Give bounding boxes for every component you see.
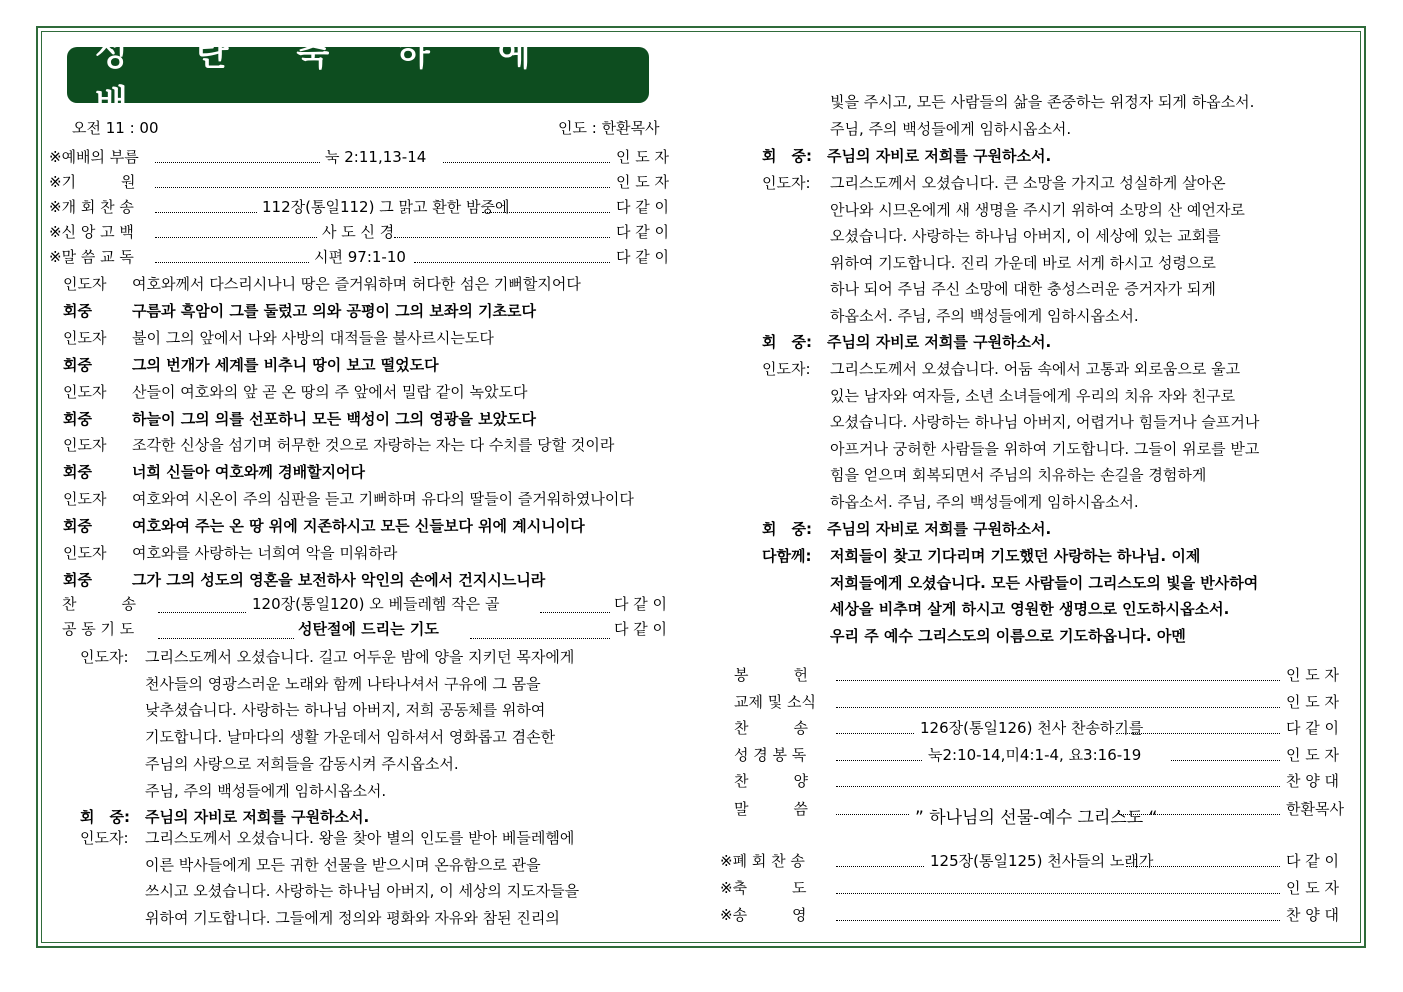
prayer-line: 주님의 사랑으로 저희들을 감동시켜 주시옵소서. bbox=[145, 754, 459, 773]
order-item-label: ※예배의 부름 bbox=[49, 148, 139, 166]
leader-dots bbox=[443, 162, 610, 163]
order-item-who: 인 도 자 bbox=[1286, 666, 1340, 684]
reading-who: 회중 bbox=[63, 570, 92, 589]
prayer-head-item: 공 동 기 도 bbox=[62, 620, 135, 638]
leader-dots bbox=[1126, 866, 1280, 867]
reading-who: 회중 bbox=[63, 463, 92, 482]
order-item-label: 봉 헌 bbox=[734, 666, 808, 684]
response-line: 주님의 자비로 저희를 구원하소서. bbox=[827, 333, 1052, 351]
prayer-line: 저희들이 찾고 기다리며 기도했던 사랑하는 하나님. 이제 bbox=[830, 547, 1201, 565]
prayer-who: 인도자: bbox=[80, 648, 129, 666]
leader-dots bbox=[482, 212, 610, 213]
prayer-line: 이른 박사들에게 모든 귀한 선물을 받으시며 온유함으로 관을 bbox=[145, 855, 541, 874]
leader-dots bbox=[155, 237, 317, 238]
order-item-label: ※개 회 찬 송 bbox=[49, 198, 134, 216]
leader-dots bbox=[1119, 814, 1280, 815]
order-item-label: ※송 영 bbox=[720, 906, 807, 924]
service-leader: 인도 : 한환목사 bbox=[558, 119, 660, 137]
prayer-head-desc: 성탄절에 드리는 기도 bbox=[298, 620, 439, 638]
prayer-line: 그리스도께서 오셨습니다. 큰 소망을 가지고 성실하게 살아온 bbox=[830, 174, 1226, 192]
reading-line: 조각한 신상을 섬기며 허무한 것으로 자랑하는 자는 다 수치를 당할 것이라 bbox=[132, 436, 615, 455]
prayer-line: 하옵소서. 주님, 주의 백성들에게 임하시옵소서. bbox=[830, 493, 1139, 511]
prayer-line: 안나와 시므온에게 새 생명을 주시기 위하여 소망의 산 예언자로 bbox=[830, 200, 1245, 219]
reading-line: 그가 그의 성도의 영혼을 보전하사 악인의 손에서 건지시느니라 bbox=[132, 570, 546, 589]
service-title-banner: 성 탄 축 하 예 배 bbox=[67, 47, 649, 103]
prayer-line: 힘을 얻으며 회복되면서 주님의 치유하는 손길을 경험하게 bbox=[830, 466, 1207, 485]
prayer-line: 기도합니다. 날마다의 생활 가운데서 임하셔서 영화롭고 겸손한 bbox=[145, 728, 556, 747]
leader-dots bbox=[158, 612, 246, 613]
prayer-line: 오셨습니다. 사랑하는 하나님 아버지, 어렵거나 힘들거나 슬프거나 bbox=[830, 413, 1260, 432]
leader-dots bbox=[394, 237, 610, 238]
leader-dots bbox=[836, 920, 1280, 921]
hymn-left-item: 찬 송 bbox=[62, 595, 136, 613]
prayer-line: 있는 남자와 여자들, 소년 소녀들에게 우리의 치유 자와 친구로 bbox=[830, 386, 1236, 405]
prayer-who: 인도자: bbox=[762, 174, 811, 192]
reading-who: 인도자 bbox=[63, 382, 107, 401]
leader-dots bbox=[836, 866, 924, 867]
prayer-who: 인도자: bbox=[80, 829, 129, 847]
reading-line: 하늘이 그의 의를 선포하니 모든 백성이 그의 영광을 보았도다 bbox=[132, 409, 537, 428]
response-who: 회 중: bbox=[762, 520, 812, 538]
prayer-line: 세상을 비추며 살게 하시고 영원한 생명으로 인도하시옵소서. bbox=[830, 600, 1230, 619]
prayer-line: 아프거나 궁허한 사람들을 위하여 기도합니다. 그들이 위로를 받고 bbox=[830, 439, 1260, 458]
order-item-label: ※폐 회 찬 송 bbox=[720, 852, 805, 870]
leader-dots bbox=[836, 733, 914, 734]
order-item-who: 인 도 자 bbox=[1286, 746, 1340, 764]
leader-dots bbox=[540, 612, 610, 613]
prayer-who: 다함께: bbox=[762, 547, 812, 565]
leader-dots bbox=[155, 162, 320, 163]
reading-line: 불이 그의 앞에서 나와 사방의 대적들을 불사르시는도다 bbox=[132, 328, 494, 347]
prayer-line: 주님, 주의 백성들에게 임하시옵소서. bbox=[830, 120, 1072, 138]
prayer-line: 우리 주 예수 그리스도의 이름으로 기도하옵니다. 아멘 bbox=[830, 626, 1186, 645]
order-item-desc: 사 도 신 경 bbox=[322, 223, 395, 241]
leader-dots bbox=[836, 760, 922, 761]
prayer-line: 낮추셨습니다. 사랑하는 하나님 아버지, 저희 공동체를 위하여 bbox=[145, 701, 546, 720]
leader-dots bbox=[836, 707, 1280, 708]
reading-who: 인도자 bbox=[63, 328, 107, 347]
order-item-label: ※말 씀 교 독 bbox=[49, 248, 134, 266]
reading-line: 여호와여 시온이 주의 심판을 듣고 기뻐하며 유다의 딸들이 즐거워하였나이다 bbox=[132, 490, 634, 509]
reading-who: 인도자 bbox=[63, 490, 107, 509]
prayer-line: 그리스도께서 오셨습니다. 길고 어두운 밤에 양을 지키던 목자에게 bbox=[145, 648, 575, 666]
order-item-label: 성 경 봉 독 bbox=[734, 746, 807, 764]
leader-dots bbox=[155, 262, 309, 263]
order-item-who: 찬 양 대 bbox=[1286, 906, 1340, 924]
leader-dots bbox=[155, 187, 610, 188]
order-item-who: 다 같 이 bbox=[616, 248, 670, 266]
order-item-desc: 126장(통일126) 천사 찬송하기를 bbox=[920, 719, 1144, 737]
hymn-left-desc: 120장(통일120) 오 베들레헴 작은 골 bbox=[252, 595, 500, 613]
reading-who: 회중 bbox=[63, 301, 92, 320]
reading-line: 그의 번개가 세계를 비추니 땅이 보고 떨었도다 bbox=[132, 355, 439, 374]
order-item-who: 인 도 자 bbox=[1286, 693, 1340, 711]
order-item-desc: 눅2:10-14,미4:1-4, 요3:16-19 bbox=[928, 746, 1142, 764]
response-line: 주님의 자비로 저희를 구원하소서. bbox=[145, 808, 370, 826]
prayer-line: 그리스도께서 오셨습니다. 왕을 찾아 별의 인도를 받아 베들레헴에 bbox=[145, 829, 575, 847]
response-who: 회 중: bbox=[80, 808, 130, 826]
order-item-desc: ” 하나님의 선물-예수 그리스도 “ bbox=[915, 808, 1158, 828]
order-item-who: 다 같 이 bbox=[616, 198, 670, 216]
service-time: 오전 11 : 00 bbox=[72, 119, 159, 137]
order-item-who: 다 같 이 bbox=[1286, 719, 1340, 737]
reading-who: 인도자 bbox=[63, 544, 107, 562]
prayer-head-who: 다 같 이 bbox=[614, 620, 668, 638]
prayer-line: 오셨습니다. 사랑하는 하나님 아버지, 이 세상에 있는 교회를 bbox=[830, 227, 1221, 246]
hymn-left-who: 다 같 이 bbox=[614, 595, 668, 613]
order-item-label: ※신 앙 고 백 bbox=[49, 223, 134, 241]
order-item-label: 찬 양 bbox=[734, 772, 808, 790]
reading-line: 너희 신들아 여호와께 경배할지어다 bbox=[132, 463, 366, 482]
reading-who: 회중 bbox=[63, 409, 92, 428]
order-item-who: 다 같 이 bbox=[1286, 852, 1340, 870]
response-line: 주님의 자비로 저희를 구원하소서. bbox=[827, 147, 1052, 165]
leader-dots bbox=[1171, 760, 1281, 761]
reading-line: 여호와께서 다스리시나니 땅은 즐거워하며 허다한 섬은 기뻐할지어다 bbox=[132, 275, 581, 293]
order-item-who: 인 도 자 bbox=[616, 148, 670, 166]
prayer-line: 쓰시고 오셨습니다. 사랑하는 하나님 아버지, 이 세상의 지도자들을 bbox=[145, 882, 580, 901]
order-item-who: 인 도 자 bbox=[616, 173, 670, 191]
leader-dots bbox=[836, 680, 1280, 681]
order-item-desc: 눅 2:11,13-14 bbox=[325, 148, 427, 166]
order-item-label: ※기 원 bbox=[49, 173, 136, 191]
leader-dots bbox=[1116, 733, 1280, 734]
prayer-line: 하나 되어 주님 주신 소망에 대한 충성스러운 증거자가 되게 bbox=[830, 280, 1216, 299]
order-item-desc: 시편 97:1-10 bbox=[314, 248, 406, 266]
prayer-line: 그리스도께서 오셨습니다. 어둠 속에서 고통과 외로움으로 울고 bbox=[830, 360, 1241, 378]
prayer-line: 위하여 기도합니다. 그들에게 정의와 평화와 자유와 참된 진리의 bbox=[145, 909, 560, 928]
order-item-label: 찬 송 bbox=[734, 719, 808, 737]
prayer-line: 하옵소서. 주님, 주의 백성들에게 임하시옵소서. bbox=[830, 307, 1139, 325]
leader-dots bbox=[155, 212, 257, 213]
order-item-label: 말 씀 bbox=[734, 800, 808, 818]
prayer-line: 빛을 주시고, 모든 사람들의 삶을 존중하는 위정자 되게 하옵소서. bbox=[830, 93, 1255, 111]
reading-who: 회중 bbox=[63, 355, 92, 374]
order-item-label: ※축 도 bbox=[720, 879, 807, 897]
order-item-desc: 112장(통일112) 그 맑고 환한 밤중에 bbox=[262, 198, 510, 216]
response-who: 회 중: bbox=[762, 333, 812, 351]
reading-line: 여호와를 사랑하는 너희여 악을 미워하라 bbox=[132, 544, 398, 562]
reading-who: 인도자 bbox=[63, 275, 107, 293]
prayer-who: 인도자: bbox=[762, 360, 811, 378]
leader-dots bbox=[414, 262, 610, 263]
order-item-desc: 125장(통일125) 천사들의 노래가 bbox=[930, 852, 1154, 870]
order-item-who: 인 도 자 bbox=[1286, 879, 1340, 897]
reading-line: 여호와여 주는 온 땅 위에 지존하시고 모든 신들보다 위에 계시니이다 bbox=[132, 517, 585, 536]
reading-line: 구름과 흑암이 그를 둘렀고 의와 공평이 그의 보좌의 기초로다 bbox=[132, 301, 537, 320]
prayer-line: 천사들의 영광스러운 노래와 함께 나타나셔서 구유에 그 몸을 bbox=[145, 674, 541, 693]
reading-line: 산들이 여호와의 앞 곧 온 땅의 주 앞에서 밀랍 같이 녹았도다 bbox=[132, 382, 528, 401]
leader-dots bbox=[836, 893, 1280, 894]
leader-dots bbox=[836, 814, 909, 815]
leader-dots bbox=[158, 638, 294, 639]
response-line: 주님의 자비로 저희를 구원하소서. bbox=[827, 520, 1052, 538]
response-who: 회 중: bbox=[762, 147, 812, 165]
prayer-line: 위하여 기도합니다. 진리 가운데 바로 서게 하시고 성령으로 bbox=[830, 253, 1216, 272]
order-item-who: 다 같 이 bbox=[616, 223, 670, 241]
prayer-line: 주님, 주의 백성들에게 임하시옵소서. bbox=[145, 781, 387, 800]
reading-who: 회중 bbox=[63, 517, 92, 536]
leader-dots bbox=[836, 786, 1280, 787]
order-item-label: 교제 및 소식 bbox=[734, 693, 816, 711]
order-item-who: 한환목사 bbox=[1286, 800, 1344, 818]
reading-who: 인도자 bbox=[63, 436, 107, 455]
prayer-line: 저희들에게 오셨습니다. 모든 사람들이 그리스도의 빛을 반사하여 bbox=[830, 573, 1259, 592]
order-item-who: 찬 양 대 bbox=[1286, 772, 1340, 790]
leader-dots bbox=[470, 638, 610, 639]
